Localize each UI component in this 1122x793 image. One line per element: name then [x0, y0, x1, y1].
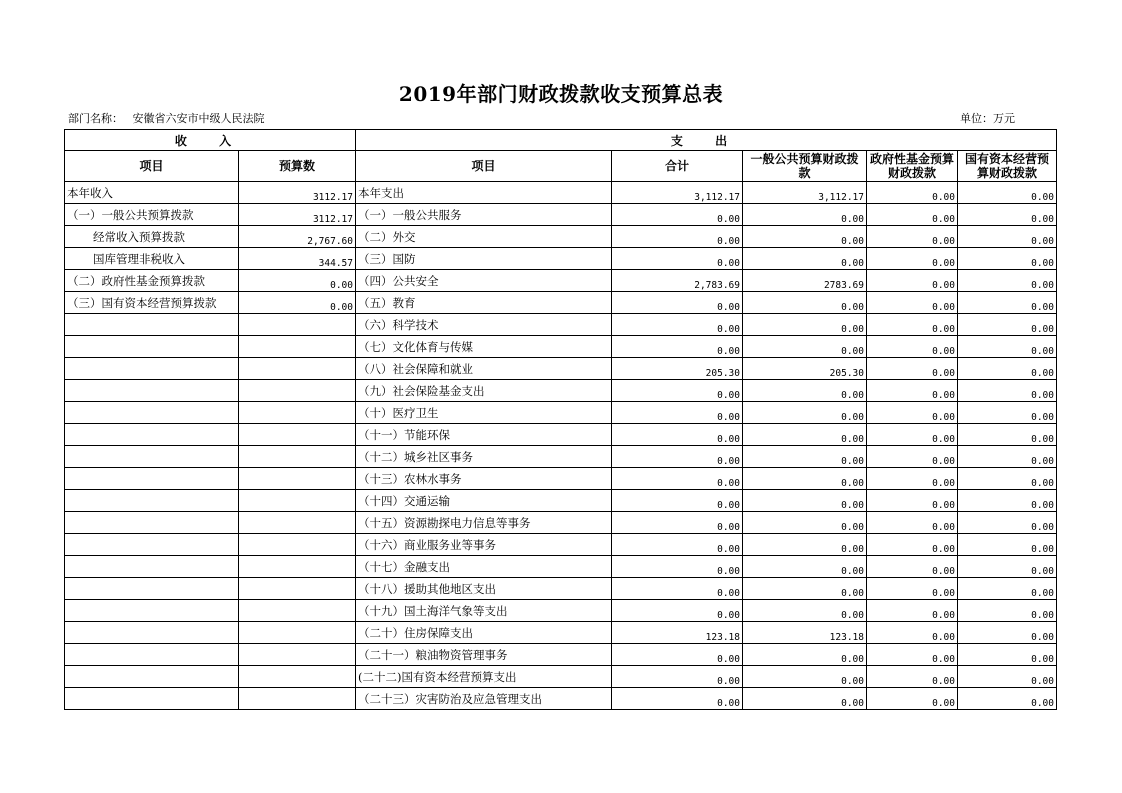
table-row	[65, 292, 1057, 314]
table-row	[65, 248, 1057, 270]
income-budget-cell	[239, 380, 356, 402]
income-budget-cell	[239, 358, 356, 380]
expense-item-cell: （二十一）粮油物资管理事务	[356, 644, 612, 666]
expense-item-cell: （三）国防	[356, 248, 612, 270]
general-budget-cell: 0.00	[743, 666, 867, 688]
fund-budget-cell: 0.00	[867, 600, 958, 622]
general-budget-cell: 0.00	[743, 204, 867, 226]
income-item-cell	[65, 556, 239, 578]
fund-budget-cell: 0.00	[867, 512, 958, 534]
total-cell: 0.00	[612, 600, 743, 622]
income-item-cell	[65, 358, 239, 380]
income-item-cell	[65, 600, 239, 622]
unit-label: 单位：万元	[960, 112, 1015, 125]
fund-budget-cell: 0.00	[867, 402, 958, 424]
expense-item-header: 项目	[356, 151, 612, 182]
income-item-cell	[65, 424, 239, 446]
income-item-cell: 经常收入预算拨款	[65, 226, 239, 248]
expense-item-cell: （一）一般公共服务	[356, 204, 612, 226]
state-capital-cell: 0.00	[958, 358, 1057, 380]
general-budget-cell: 0.00	[743, 490, 867, 512]
total-cell: 0.00	[612, 424, 743, 446]
income-item-cell	[65, 688, 239, 710]
state-capital-cell: 0.00	[958, 446, 1057, 468]
expense-item-cell: 本年支出	[356, 182, 612, 204]
income-budget-cell	[239, 402, 356, 424]
header-column-row	[65, 151, 1057, 182]
page-title: 2019年部门财政拨款收支预算总表	[398, 82, 724, 106]
income-budget-cell	[239, 666, 356, 688]
income-budget-cell	[239, 336, 356, 358]
expense-item-cell: （九）社会保险基金支出	[356, 380, 612, 402]
table-row	[65, 226, 1057, 248]
total-cell: 0.00	[612, 666, 743, 688]
income-item-cell: 本年收入	[65, 182, 239, 204]
income-budget-header: 预算数	[239, 151, 356, 182]
expense-item-cell: （十五）资源勘探电力信息等事务	[356, 512, 612, 534]
income-budget-cell	[239, 314, 356, 336]
table-row	[65, 270, 1057, 292]
total-cell: 205.30	[612, 358, 743, 380]
table-row	[65, 534, 1057, 556]
table-row	[65, 688, 1057, 710]
general-budget-cell: 2783.69	[743, 270, 867, 292]
fund-budget-cell: 0.00	[867, 380, 958, 402]
general-budget-cell: 0.00	[743, 424, 867, 446]
general-budget-cell: 0.00	[743, 578, 867, 600]
fund-budget-cell: 0.00	[867, 622, 958, 644]
income-budget-cell	[239, 688, 356, 710]
income-budget-cell	[239, 644, 356, 666]
total-cell: 0.00	[612, 556, 743, 578]
table-row	[65, 600, 1057, 622]
state-capital-cell: 0.00	[958, 490, 1057, 512]
general-budget-cell: 0.00	[743, 468, 867, 490]
state-capital-cell: 0.00	[958, 666, 1057, 688]
expense-group-header: 支 出	[356, 130, 1057, 151]
table-row	[65, 556, 1057, 578]
income-item-cell	[65, 578, 239, 600]
income-budget-cell	[239, 446, 356, 468]
state-capital-cell: 0.00	[958, 644, 1057, 666]
expense-item-cell: （五）教育	[356, 292, 612, 314]
department-name: 安徽省六安市中级人民法院	[132, 112, 265, 125]
state-capital-cell: 0.00	[958, 182, 1057, 204]
fund-budget-cell: 0.00	[867, 644, 958, 666]
table-row	[65, 512, 1057, 534]
fund-budget-cell: 0.00	[867, 534, 958, 556]
table-row	[65, 314, 1057, 336]
fund-budget-cell: 0.00	[867, 688, 958, 710]
income-item-cell	[65, 380, 239, 402]
general-budget-cell: 0.00	[743, 534, 867, 556]
state-capital-cell: 0.00	[958, 512, 1057, 534]
income-budget-cell	[239, 534, 356, 556]
total-cell: 0.00	[612, 644, 743, 666]
expense-item-cell: （二十）住房保障支出	[356, 622, 612, 644]
total-cell: 0.00	[612, 292, 743, 314]
state-capital-cell: 0.00	[958, 270, 1057, 292]
expense-item-cell: （十）医疗卫生	[356, 402, 612, 424]
expense-item-cell: （十一）节能环保	[356, 424, 612, 446]
general-budget-header: 一般公共预算财政拨款	[743, 151, 867, 182]
general-budget-cell: 0.00	[743, 336, 867, 358]
income-item-cell: （二）政府性基金预算拨款	[65, 270, 239, 292]
income-item-cell	[65, 314, 239, 336]
state-capital-cell: 0.00	[958, 556, 1057, 578]
fund-budget-cell: 0.00	[867, 270, 958, 292]
expense-item-cell: （十九）国土海洋气象等支出	[356, 600, 612, 622]
expense-item-cell: （八）社会保障和就业	[356, 358, 612, 380]
income-item-cell	[65, 534, 239, 556]
fund-budget-cell: 0.00	[867, 182, 958, 204]
total-cell: 0.00	[612, 578, 743, 600]
total-cell: 2,783.69	[612, 270, 743, 292]
income-item-cell	[65, 402, 239, 424]
fund-budget-cell: 0.00	[867, 468, 958, 490]
expense-item-cell: （七）文化体育与传媒	[356, 336, 612, 358]
total-cell: 0.00	[612, 226, 743, 248]
income-budget-cell: 3112.17	[239, 182, 356, 204]
expense-item-cell: （十六）商业服务业等事务	[356, 534, 612, 556]
income-budget-cell	[239, 468, 356, 490]
total-cell: 0.00	[612, 380, 743, 402]
state-capital-cell: 0.00	[958, 226, 1057, 248]
income-budget-cell: 344.57	[239, 248, 356, 270]
income-item-header: 项目	[65, 151, 239, 182]
table-row	[65, 666, 1057, 688]
table-row	[65, 644, 1057, 666]
expense-item-cell: （十八）援助其他地区支出	[356, 578, 612, 600]
expense-item-cell: （十四）交通运输	[356, 490, 612, 512]
total-cell: 0.00	[612, 204, 743, 226]
general-budget-cell: 123.18	[743, 622, 867, 644]
income-budget-cell	[239, 578, 356, 600]
income-budget-cell	[239, 622, 356, 644]
expense-item-cell: （二）外交	[356, 226, 612, 248]
income-budget-cell	[239, 424, 356, 446]
state-capital-cell: 0.00	[958, 248, 1057, 270]
total-cell: 3,112.17	[612, 182, 743, 204]
general-budget-cell: 0.00	[743, 688, 867, 710]
general-budget-cell: 0.00	[743, 600, 867, 622]
income-budget-cell: 2,767.60	[239, 226, 356, 248]
table-row	[65, 358, 1057, 380]
table-row	[65, 204, 1057, 226]
general-budget-cell: 0.00	[743, 314, 867, 336]
total-cell: 0.00	[612, 402, 743, 424]
general-budget-cell: 0.00	[743, 512, 867, 534]
state-capital-cell: 0.00	[958, 424, 1057, 446]
expense-item-cell: （二十三）灾害防治及应急管理支出	[356, 688, 612, 710]
table-row	[65, 424, 1057, 446]
income-budget-cell	[239, 490, 356, 512]
state-capital-cell: 0.00	[958, 402, 1057, 424]
total-cell: 0.00	[612, 688, 743, 710]
state-capital-cell: 0.00	[958, 578, 1057, 600]
total-cell: 0.00	[612, 248, 743, 270]
income-budget-cell: 3112.17	[239, 204, 356, 226]
table-row	[65, 402, 1057, 424]
income-item-cell: （一）一般公共预算拨款	[65, 204, 239, 226]
fund-budget-cell: 0.00	[867, 292, 958, 314]
table-row	[65, 336, 1057, 358]
income-item-cell	[65, 490, 239, 512]
fund-budget-cell: 0.00	[867, 578, 958, 600]
state-capital-cell: 0.00	[958, 380, 1057, 402]
header-group-row	[65, 130, 1057, 151]
fund-budget-cell: 0.00	[867, 490, 958, 512]
state-capital-cell: 0.00	[958, 688, 1057, 710]
general-budget-cell: 3,112.17	[743, 182, 867, 204]
income-item-cell	[65, 336, 239, 358]
expense-item-cell: （六）科学技术	[356, 314, 612, 336]
income-item-cell	[65, 644, 239, 666]
income-budget-cell: 0.00	[239, 270, 356, 292]
table-row	[65, 182, 1057, 204]
general-budget-cell: 0.00	[743, 292, 867, 314]
fund-budget-cell: 0.00	[867, 446, 958, 468]
fund-budget-cell: 0.00	[867, 358, 958, 380]
state-capital-cell: 0.00	[958, 336, 1057, 358]
table-row	[65, 490, 1057, 512]
fund-budget-header: 政府性基金预算财政拨款	[867, 151, 958, 182]
general-budget-cell: 0.00	[743, 446, 867, 468]
income-item-cell	[65, 666, 239, 688]
income-budget-cell: 0.00	[239, 292, 356, 314]
total-cell: 0.00	[612, 314, 743, 336]
expense-item-cell: （十二）城乡社区事务	[356, 446, 612, 468]
income-budget-cell	[239, 556, 356, 578]
income-budget-cell	[239, 600, 356, 622]
fund-budget-cell: 0.00	[867, 204, 958, 226]
income-item-cell	[65, 446, 239, 468]
general-budget-cell: 0.00	[743, 644, 867, 666]
fund-budget-cell: 0.00	[867, 556, 958, 578]
total-cell: 0.00	[612, 512, 743, 534]
general-budget-cell: 205.30	[743, 358, 867, 380]
expense-item-cell: (二十二)国有资本经营预算支出	[356, 666, 612, 688]
general-budget-cell: 0.00	[743, 248, 867, 270]
department-label: 部门名称：	[68, 112, 123, 125]
fund-budget-cell: 0.00	[867, 314, 958, 336]
income-group-header: 收 入	[65, 130, 356, 151]
fund-budget-cell: 0.00	[867, 248, 958, 270]
income-item-cell	[65, 468, 239, 490]
total-cell: 0.00	[612, 490, 743, 512]
general-budget-cell: 0.00	[743, 226, 867, 248]
table-row	[65, 380, 1057, 402]
total-cell: 0.00	[612, 336, 743, 358]
department-info	[68, 110, 265, 126]
total-cell: 123.18	[612, 622, 743, 644]
total-cell: 0.00	[612, 446, 743, 468]
income-item-cell: 国库管理非税收入	[65, 248, 239, 270]
expense-item-cell: （十七）金融支出	[356, 556, 612, 578]
state-capital-cell: 0.00	[958, 204, 1057, 226]
table-row	[65, 578, 1057, 600]
fund-budget-cell: 0.00	[867, 666, 958, 688]
state-capital-header: 国有资本经营预算财政拨款	[958, 151, 1057, 182]
general-budget-cell: 0.00	[743, 402, 867, 424]
state-capital-cell: 0.00	[958, 534, 1057, 556]
income-item-cell: （三）国有资本经营预算拨款	[65, 292, 239, 314]
state-capital-cell: 0.00	[958, 622, 1057, 644]
fund-budget-cell: 0.00	[867, 336, 958, 358]
table-row	[65, 622, 1057, 644]
expense-item-cell: （十三）农林水事务	[356, 468, 612, 490]
table-row	[65, 468, 1057, 490]
total-cell: 0.00	[612, 534, 743, 556]
table-row	[65, 446, 1057, 468]
state-capital-cell: 0.00	[958, 468, 1057, 490]
fund-budget-cell: 0.00	[867, 424, 958, 446]
fund-budget-cell: 0.00	[867, 226, 958, 248]
general-budget-cell: 0.00	[743, 380, 867, 402]
state-capital-cell: 0.00	[958, 314, 1057, 336]
general-budget-cell: 0.00	[743, 556, 867, 578]
state-capital-cell: 0.00	[958, 292, 1057, 314]
state-capital-cell: 0.00	[958, 600, 1057, 622]
total-header: 合计	[612, 151, 743, 182]
income-budget-cell	[239, 512, 356, 534]
income-item-cell	[65, 512, 239, 534]
income-item-cell	[65, 622, 239, 644]
expense-item-cell: （四）公共安全	[356, 270, 612, 292]
budget-table	[64, 129, 1057, 710]
total-cell: 0.00	[612, 468, 743, 490]
